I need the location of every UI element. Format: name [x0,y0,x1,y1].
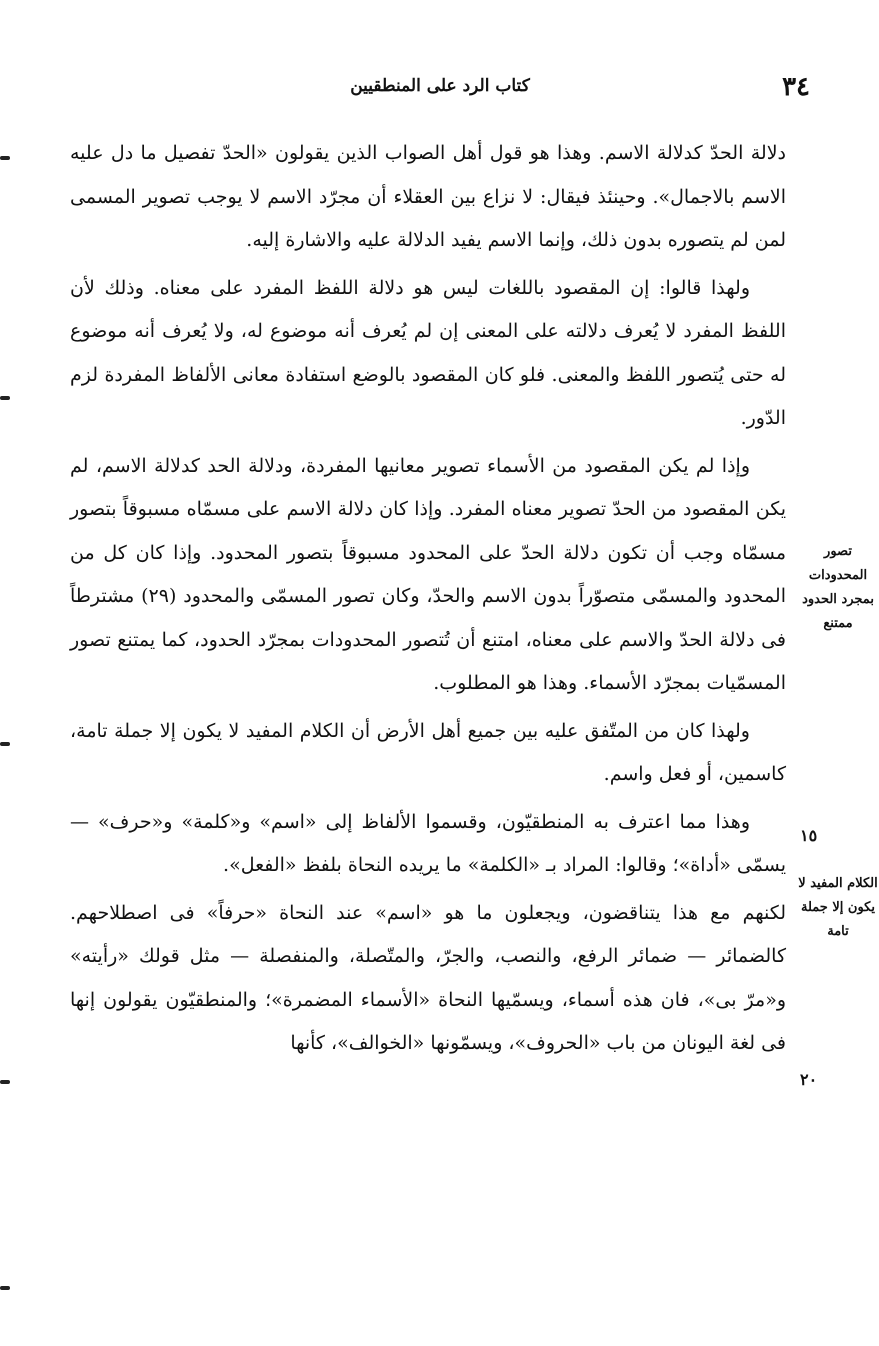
marginal-note: الكلام المفيد لا يكون إلا جملة تامة [798,876,878,939]
paragraph: ولهذا كان من المتّفق عليه بين جميع أهل الأرض أن الكلام المفيد لا يكون إلا جملة تامة، كاسمين، أو فعل واسم. [70,719,786,785]
paragraph: وهذا مما اعترف به المنطقيّون، وقسموا الألفاظ إلى «اسم» و«كلمة» و«حرف» — يسمّى «أداة»؛ وقالوا: المراد بـ «الكلمة» ما يريده النحاة بلفظ «الفعل». [70,810,786,876]
edge-mark [0,1286,10,1290]
edge-mark [0,156,10,160]
running-title: كتاب الرد على المنطقيين [350,76,530,96]
line-number: ٢٠ [800,1070,818,1089]
paragraph: دلالة الحدّ كدلالة الاسم. وهذا هو قول أهل الصواب الذين يقولون «الحدّ تفصيل ما دل عليه الاسم بالاجمال». وحينئذ فيقال: لا نزاع بين العقلاء أن مجرّد الاسم لا يوجب تصوير المسمى لمن لم يتصوره بدون ذلك، وإنما الاسم يفيد الدلالة عليه والاشارة إليه. [70,142,786,251]
paragraph: لكنهم مع هذا يتناقضون، ويجعلون ما هو «اسم» عند النحاة «حرفاً» فى اصطلاحهم. كالضمائر — ضمائر الرفع، والنصب، والجرّ، والمتّصلة، والمنفصلة — مثل قولك «رأيته» و«مرّ بى»، فان هذه أسماء، ويسمّيها النحاة «الأسماء المضمرة»؛ والمنطقيّون يقولون إنها فى لغة اليونان من باب «الحروف»، ويسمّونها «الخوالف»، كأنها [70,901,786,1054]
edge-mark [0,1080,10,1084]
paragraph: وإذا لم يكن المقصود من الأسماء تصوير معانيها المفردة، ودلالة الحد كدلالة الاسم، لم يكن المقصود من الحدّ تصوير معناه المفرد. وإذا كان دلالة الاسم على مسمّاه مسبوقاً بتصور مسمّاه وجب أن تكون دلالة الحدّ على المحدود مسبوقاً بتصور المحدود. وإذا كان كل من المحدود والمسمّى متصوّراً بدون الاسم والحدّ، وكان تصور المسمّى والمحدود (٢٩) مشترطاً فى دلالة الحدّ والاسم على معناه، امتنع أن تُتصور المحدودات بمجرّد الحدود، كما يمتنع تصور المسمّيات بمجرّد الأسماء. وهذا هو المطلوب. [70,454,786,694]
paragraph: ولهذا قالوا: إن المقصود باللغات ليس هو دلالة اللفظ المفرد على معناه. وذلك لأن اللفظ المفرد لا يُعرف دلالته على المعنى إن لم يُعرف أنه موضوع له، ولا يُعرف أنه موضوع له حتى يُتصور اللفظ والمعنى. فلو كان المقصود بالوضع استفادة معانى الألفاظ المفردة لزم الدّور. [70,276,786,429]
line-number: ١٥ [800,826,818,845]
marginal-note: تصور المحدودات بمجرد الحدود ممتنع [802,544,874,631]
edge-mark [0,396,10,400]
page-number: ٣٤ [782,72,810,102]
main-text [70,132,786,1070]
edge-mark [0,742,10,746]
page-header [70,72,810,112]
